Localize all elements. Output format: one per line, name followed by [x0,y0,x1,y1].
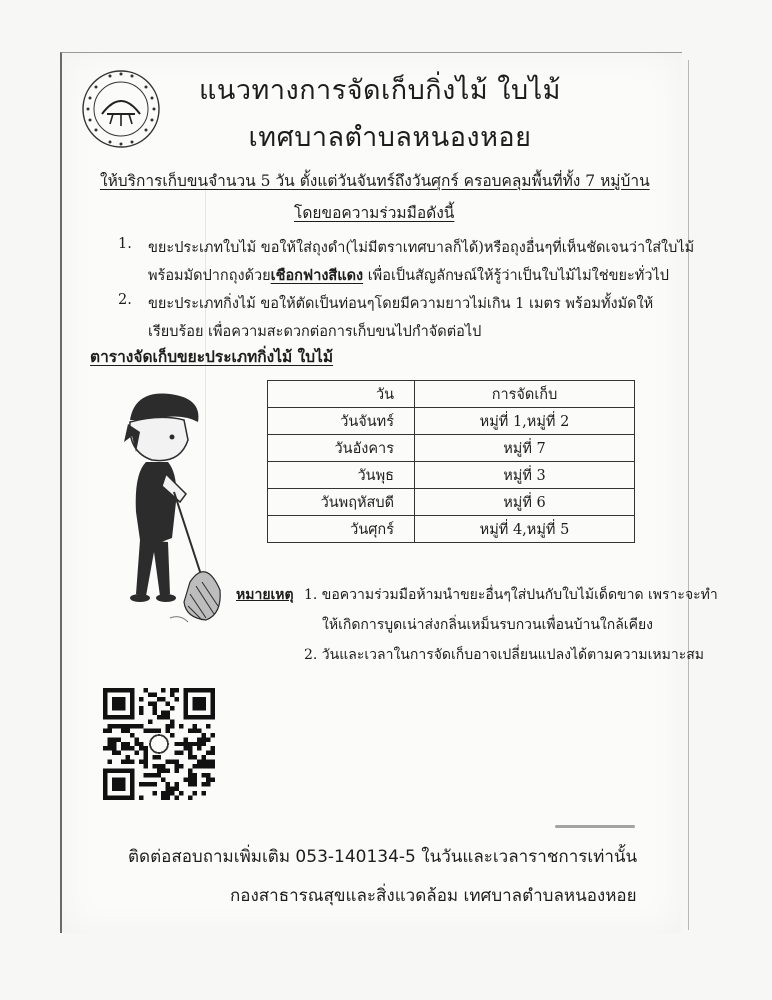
table-row [268,408,635,435]
table-row [268,435,635,462]
qr-code [103,688,215,800]
item-1-red-rope-emphasis: เชือกฟางสีแดง [270,267,364,284]
item-1-text-after: เพื่อเป็นสัญลักษณ์ให้รู้ว่าเป็นใบไม้ไม่ใช่ขยะทั่วไป [363,268,669,284]
note-2-line-1: 2. วันและเวลาในการจัดเก็บอาจเปลี่ยนแปลงได้ตามความเหมาะสม [304,647,705,663]
schedule-day-cell: วันพุธ [268,462,415,489]
schedule-zone-cell: หมู่ที่ 3 [415,462,635,489]
item-1-line-1: ขยะประเภทใบไม้ ขอให้ใส่ถุงดำ(ไม่มีตราเทศบาลก็ได้)หรือถุงอื่นๆที่เห็นชัดเจนว่าใส่ใบไม้ [148,240,695,256]
note-1-line-1: 1. ขอความร่วมมือห้ามนำขยะอื่นๆใส่ปนกับใบไม้เด็ดขาด เพราะจะทำ [304,587,718,603]
item-2-number: 2. [118,292,132,308]
item-1-text-before: พร้อมมัดปากถุงด้วย [148,268,271,284]
item-1-line-2 [148,264,669,287]
contact-info-line-2: กองสาธารณสุขและสิ่งแวดล้อม เทศบาลตำบลหนองหอย [230,886,637,906]
schedule-header-row [268,381,635,408]
schedule-zone-cell: หมู่ที่ 7 [415,435,635,462]
intro-line-1: ให้บริการเก็บขนจำนวน 5 วัน ตั้งแต่วันจันทร์ถึงวันศุกร์ ครอบคลุมพื้นที่ทั้ง 7 หมู่บ้าน [100,172,650,190]
item-2-line-2: เรียบร้อย เพื่อความสะดวกต่อการเก็บขนไปกำจัดต่อไป [148,324,482,340]
schedule-header-zone: การจัดเก็บ [415,381,635,408]
contact-info-line-1: ติดต่อสอบถามเพิ่มเติม 053-140134-5 ในวันและเวลาราชการเท่านั้น [128,847,638,867]
table-row [268,462,635,489]
schedule-zone-cell: หมู่ที่ 4,หมู่ที่ 5 [415,516,635,543]
page-title: แนวทางการจัดเก็บกิ่งไม้ ใบไม้ [199,75,561,106]
note-label: หมายเหตุ [236,587,294,603]
item-1-number: 1. [118,236,132,252]
schedule-zone-cell: หมู่ที่ 6 [415,489,635,516]
boy-sweeping-illustration [110,382,230,632]
intro-line-2: โดยขอความร่วมมือดังนี้ [294,204,455,222]
table-row [268,516,635,543]
smudge-mark [555,825,635,828]
schedule-header-day: วัน [268,381,415,408]
schedule-zone-cell: หมู่ที่ 1,หมู่ที่ 2 [415,408,635,435]
schedule-table [267,380,635,543]
schedule-day-cell: วันอังคาร [268,435,415,462]
municipality-seal-logo [80,68,162,150]
item-2-line-1: ขยะประเภทกิ่งไม้ ขอให้ตัดเป็นท่อนๆโดยมีความยาวไม่เกิน 1 เมตร พร้อมทั้งมัดให้ [148,296,654,312]
schedule-day-cell: วันศุกร์ [268,516,415,543]
schedule-title: ตารางจัดเก็บขยะประเภทกิ่งไม้ ใบไม้ [90,347,334,366]
schedule-day-cell: วันพฤหัสบดี [268,489,415,516]
page-subtitle: เทศบาลตำบลหนองหอย [248,122,532,153]
paper-edge [688,60,689,930]
schedule-day-cell: วันจันทร์ [268,408,415,435]
note-1-line-2: ให้เกิดการบูดเน่าส่งกลิ่นเหม็นรบกวนเพื่อนบ้านใกล้เคียง [322,617,653,633]
table-row [268,489,635,516]
